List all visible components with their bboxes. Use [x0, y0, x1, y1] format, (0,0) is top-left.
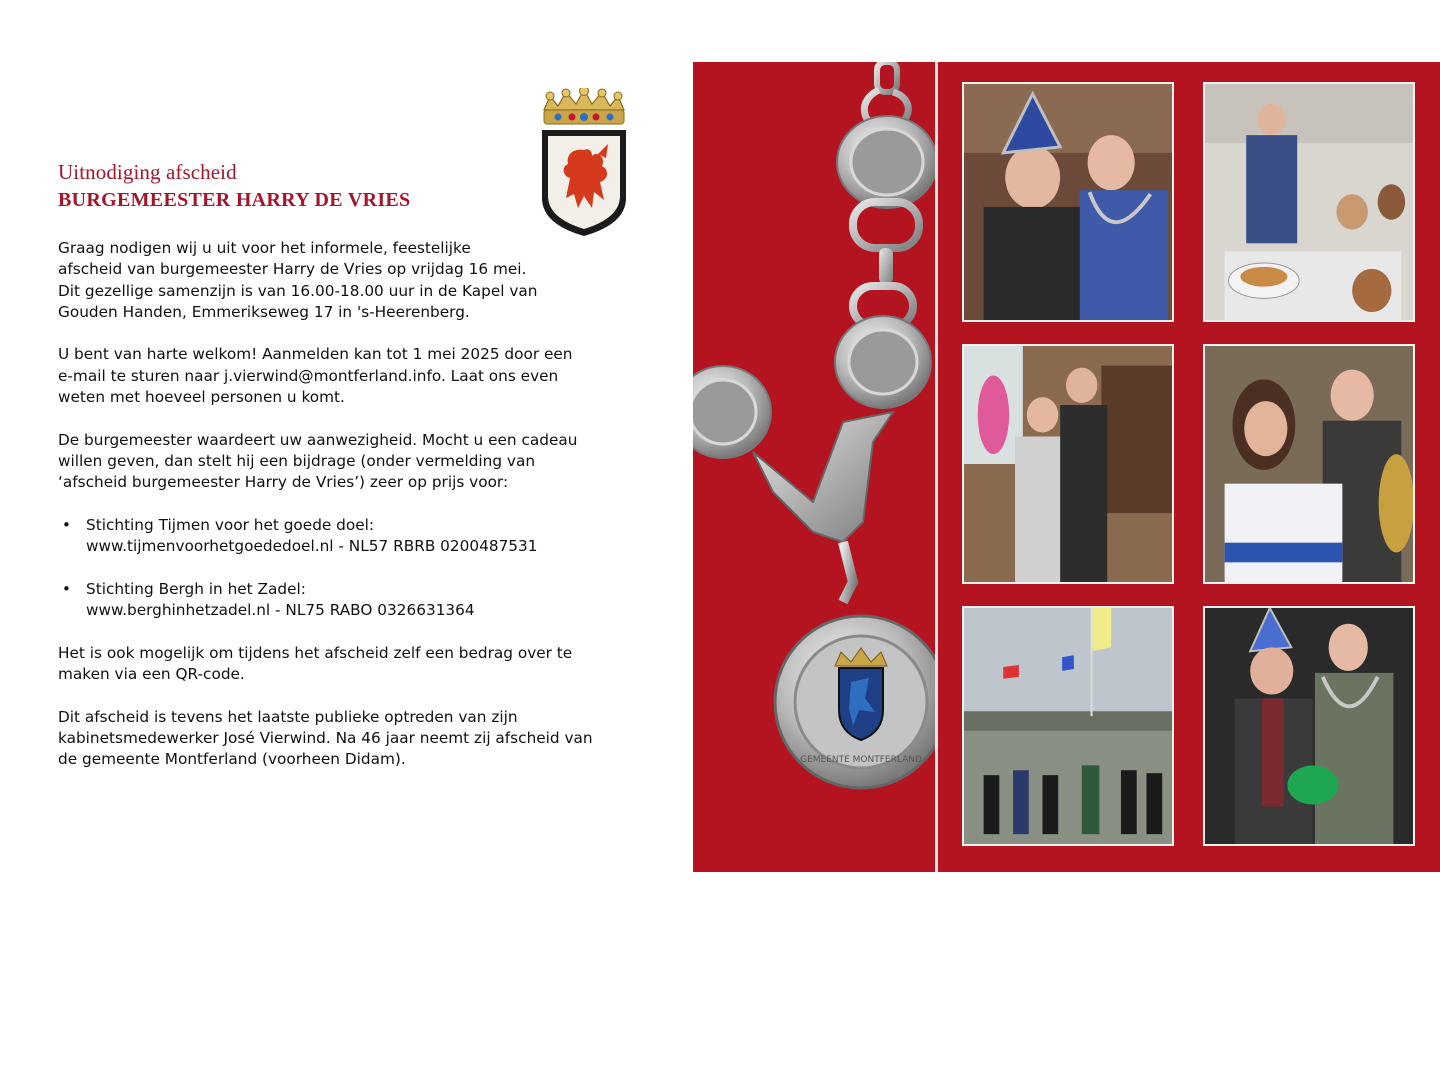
text-line: weten met hoeveel personen u komt.	[58, 388, 345, 407]
photo-speech-children	[1203, 82, 1415, 322]
text-line: Dit gezellige samenzijn is van 16.00-18.00 uur in de Kapel van	[58, 281, 538, 300]
list-item	[58, 515, 658, 558]
coat-of-arms-logo	[536, 88, 632, 238]
text-line: maken via een QR-code.	[58, 664, 245, 683]
photo-panel	[693, 62, 1440, 872]
photo-elderly-lady	[962, 344, 1174, 584]
medallion-inscription: GEMEENTE MONTFERLAND	[800, 755, 922, 765]
paragraph-staff	[58, 707, 658, 771]
panel-divider	[935, 62, 938, 872]
paragraph-gift	[58, 430, 658, 494]
text-line: ‘afscheid burgemeester Harry de Vries’) zeer op prijs voor:	[58, 473, 509, 492]
photo-carnival-medal	[962, 82, 1174, 322]
text-line: kabinetsmedewerker José Vierwind. Na 46 jaar neemt zij afscheid van	[58, 728, 593, 747]
charity-details: www.berghinhetzadel.nl - NL75 RABO 0326631364	[86, 601, 475, 620]
text-line: Het is ook mogelijk om tijdens het afscheid zelf een bedrag over te	[58, 643, 573, 662]
title-block	[58, 158, 410, 214]
photo-carnival-stage	[1203, 606, 1415, 846]
paragraph-qr	[58, 643, 658, 686]
photo-parade	[962, 606, 1174, 846]
invitation-title: Uitnodiging afscheid	[58, 160, 237, 184]
text-line: willen geven, dan stelt hij een bijdrage (onder vermelding van	[58, 451, 536, 470]
text-line: U bent van harte welkom! Aanmelden kan tot 1 mei 2025 door een	[58, 345, 573, 364]
charity-list	[58, 515, 658, 621]
paragraph-registration	[58, 344, 658, 408]
text-line: afscheid van burgemeester Harry de Vries op vrijdag 16 mei.	[58, 260, 527, 279]
shield-icon	[542, 130, 626, 236]
text-line: Graag nodigen wij u uit voor het informele, feestelijke	[58, 239, 471, 257]
paragraph-invitation	[58, 238, 658, 323]
text-line: Dit afscheid is tevens het laatste publieke optreden van zijn	[58, 707, 518, 726]
text-line: de gemeente Montferland (voorheen Didam).	[58, 750, 406, 769]
mayor-name-heading: BURGEMEESTER HARRY DE VRIES	[58, 189, 411, 211]
charity-name: • Stichting Bergh in het Zadel:	[86, 579, 306, 598]
charity-details: www.tijmenvoorhetgoededoel.nl - NL57 RBRB 0200487531	[86, 537, 538, 556]
crown-icon	[544, 88, 624, 124]
list-item	[58, 579, 658, 622]
text-line: Gouden Handen, Emmerikseweg 17 in 's-Heerenberg.	[58, 302, 470, 321]
photo-jersey-gift	[1203, 344, 1415, 584]
invitation-body	[58, 238, 658, 792]
charity-name: • Stichting Tijmen voor het goede doel:	[86, 515, 375, 534]
text-line: De burgemeester waardeert uw aanwezigheid. Mocht u een cadeau	[58, 430, 578, 449]
text-line: e-mail te sturen naar j.vierwind@montferland.info. Laat ons even	[58, 366, 559, 385]
mayoral-chain-image	[693, 62, 935, 872]
